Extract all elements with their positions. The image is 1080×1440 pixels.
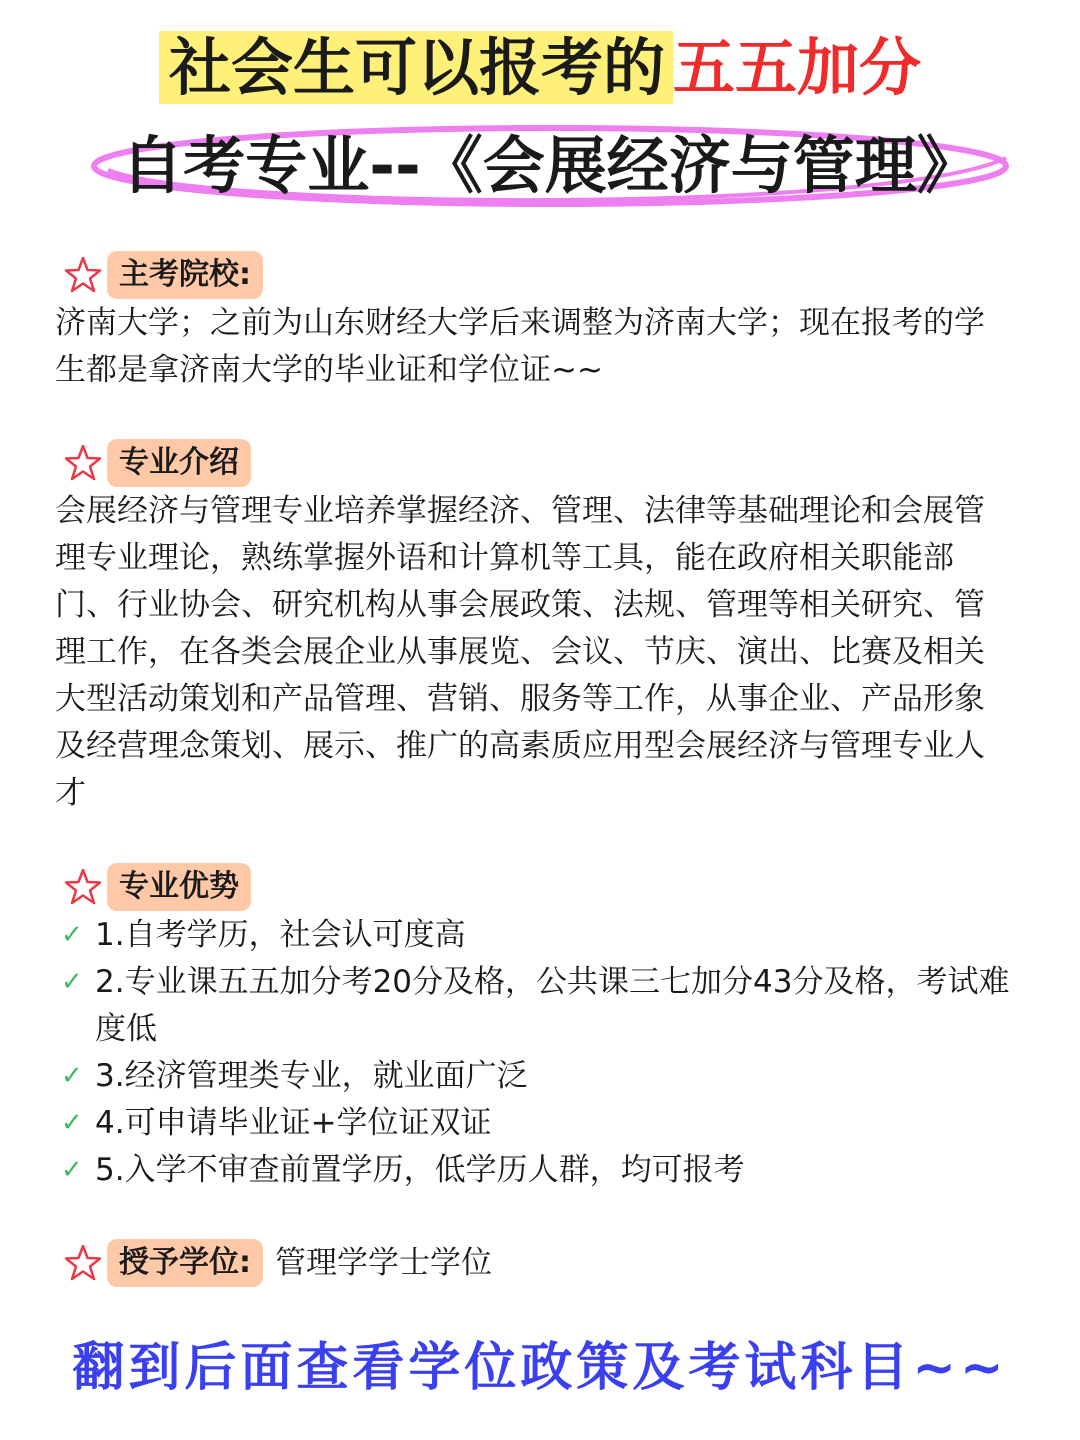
check-icon: ✓	[61, 967, 83, 997]
footer-hint: 翻到后面查看学位政策及考试科目~~	[72, 1338, 1008, 1398]
title-highlight-text: 社会生可以报考的	[159, 31, 673, 104]
star-icon	[63, 867, 103, 907]
section-advantages	[55, 862, 1025, 1194]
title-accent-text: 五五加分	[673, 31, 922, 104]
section-label-school: 主考院校:	[107, 251, 263, 299]
check-icon: ✓	[61, 920, 83, 950]
list-item: ✓ 1.自考学历，社会认可度高	[55, 912, 1015, 959]
list-item: ✓ 2.专业课五五加分考20分及格，公共课三七加分43分及格，考试难度低	[55, 959, 1015, 1053]
section-label-degree: 授予学位:	[107, 1239, 263, 1287]
star-icon	[63, 443, 103, 483]
check-icon: ✓	[61, 1155, 83, 1185]
school-description: 济南大学；之前为山东财经大学后来调整为济南大学；现在报考的学生都是拿济南大学的毕业证和学位证~~	[55, 305, 985, 388]
degree-value: 管理学学士学位	[275, 1245, 492, 1281]
list-item: ✓ 3.经济管理类专业，就业面广泛	[55, 1053, 1015, 1100]
section-label-advantages: 专业优势	[107, 863, 251, 911]
section-school	[55, 250, 1025, 394]
section-degree	[55, 1238, 1025, 1288]
title-line-1	[0, 22, 1080, 114]
section-label-intro: 专业介绍	[107, 439, 251, 487]
intro-description: 会展经济与管理专业培养掌握经济、管理、法律等基础理论和会展管理专业理论，熟练掌握外语和计算机等工具，能在政府相关职能部门、行业协会、研究机构从事会展政策、法规、管理等相关研究、管理工作，在各类会展企业从事展览、会议、节庆、演出、比赛及相关大型活动策划和产品管理、营销、服务等工作，从事企业、产品形象及经营理念策划、展示、推广的高素质应用型会展经济与管理专业人才	[55, 493, 985, 811]
advantages-list	[55, 912, 1015, 1194]
star-icon	[63, 1243, 103, 1283]
list-item: ✓ 4.可申请毕业证+学位证双证	[55, 1100, 1015, 1147]
list-item: ✓ 5.入学不审查前置学历，低学历人群，均可报考	[55, 1147, 1015, 1194]
title-line-2	[88, 118, 1012, 214]
check-icon: ✓	[61, 1108, 83, 1138]
check-icon: ✓	[61, 1061, 83, 1091]
section-intro	[55, 438, 1025, 817]
star-icon	[63, 255, 103, 295]
major-title: 自考专业--《会展经济与管理》	[121, 129, 979, 202]
